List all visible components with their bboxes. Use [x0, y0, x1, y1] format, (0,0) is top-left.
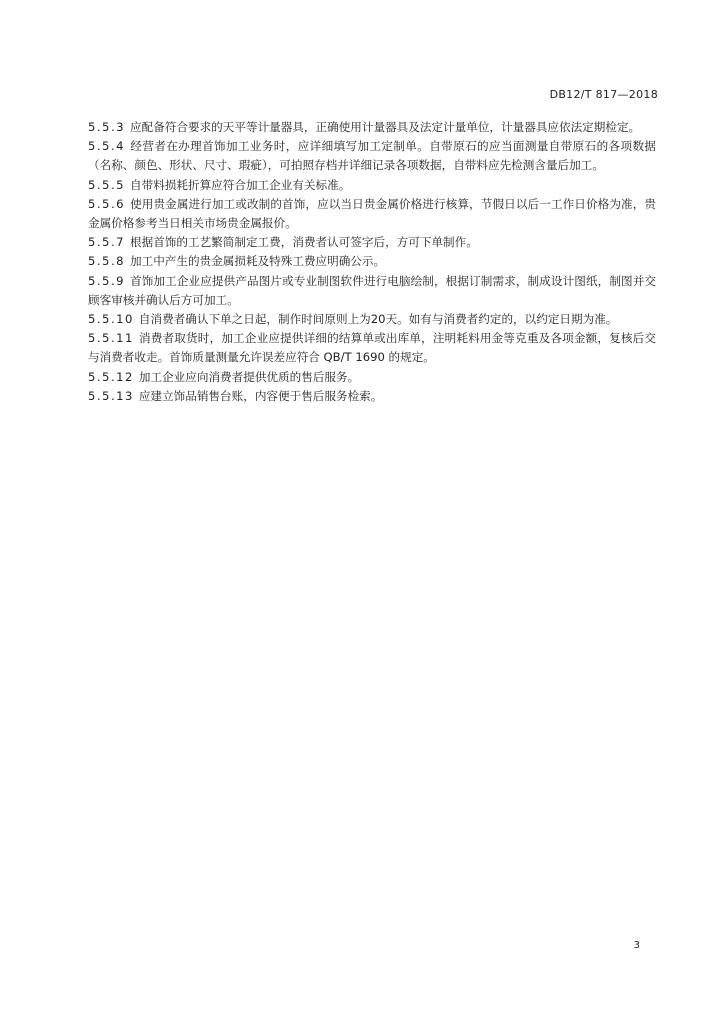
clause-5-5-4 — [88, 137, 656, 175]
clause-number: 5.5.5 — [88, 177, 125, 192]
document-code: DB12/T 817—2018 — [549, 88, 658, 101]
clause-5-5-10 — [88, 310, 656, 329]
clause-5-5-5 — [88, 176, 656, 195]
clause-text: 经营者在办理首饰加工业务时，应详细填写加工定制单。自带原石的应当面测量自带原石的各项数据（名称、颜色、形状、尺寸、瑕疵），可拍照存档并详细记录各项数据，自带料应先检测含量后加工。 — [88, 139, 656, 173]
clause-number: 5.5.10 — [88, 312, 134, 327]
clause-number: 5.5.9 — [88, 273, 125, 288]
clause-5-5-8 — [88, 252, 656, 271]
clause-5-5-11 — [88, 329, 656, 367]
clause-text: 应建立饰品销售台账，内容便于售后服务检索。 — [138, 388, 383, 403]
clause-5-5-3 — [88, 118, 656, 137]
clause-text: 消费者取货时，加工企业应提供详细的结算单或出库单，注明耗料用金等克重及各项金额，复核后交与消费者收走。首饰质量测量允许误差应符合 QB/T 1690 的规定。 — [88, 331, 656, 365]
clause-5-5-13 — [88, 387, 656, 406]
clause-text: 加工企业应向消费者提供优质的售后服务。 — [138, 369, 360, 384]
clause-5-5-9 — [88, 272, 656, 310]
clause-number: 5.5.6 — [88, 196, 125, 211]
clause-number: 5.5.3 — [88, 120, 125, 134]
clause-text: 首饰加工企业应提供产品图片或专业制图软件进行电脑绘制，根据订制需求，制成设计图纸，制图并交顾客审核并确认后方可加工。 — [88, 273, 656, 307]
clause-number: 5.5.7 — [88, 235, 125, 250]
clause-number: 5.5.13 — [88, 388, 134, 403]
clause-text: 使用贵金属进行加工或改制的首饰，应以当日贵金属价格进行核算，节假日以后一工作日价格为准，贵金属价格参考当日相关市场贵金属报价。 — [88, 196, 656, 231]
clause-5-5-6 — [88, 195, 656, 233]
clause-text: 根据首饰的工艺繁简制定工费，消费者认可签字后，方可下单制作。 — [130, 235, 478, 250]
clause-number: 5.5.8 — [88, 254, 125, 269]
clause-5-5-12 — [88, 368, 656, 387]
clause-text: 应配备符合要求的天平等计量器具，正确使用计量器具及法定计量单位，计量器具应依法定期检定。 — [130, 120, 641, 134]
page-number: 3 — [633, 940, 640, 951]
clause-list — [88, 118, 656, 406]
clause-number: 5.5.12 — [88, 369, 134, 384]
clause-number: 5.5.11 — [88, 331, 134, 346]
clause-number: 5.5.4 — [88, 139, 125, 154]
clause-text: 自带料损耗折算应符合加工企业有关标准。 — [130, 177, 351, 192]
clause-5-5-7 — [88, 233, 656, 252]
clause-text: 加工中产生的贵金属损耗及特殊工费应明确公示。 — [130, 254, 386, 269]
clause-text: 自消费者确认下单之日起，制作时间原则上为20天。如有与消费者约定的，以约定日期为准。 — [138, 312, 618, 327]
